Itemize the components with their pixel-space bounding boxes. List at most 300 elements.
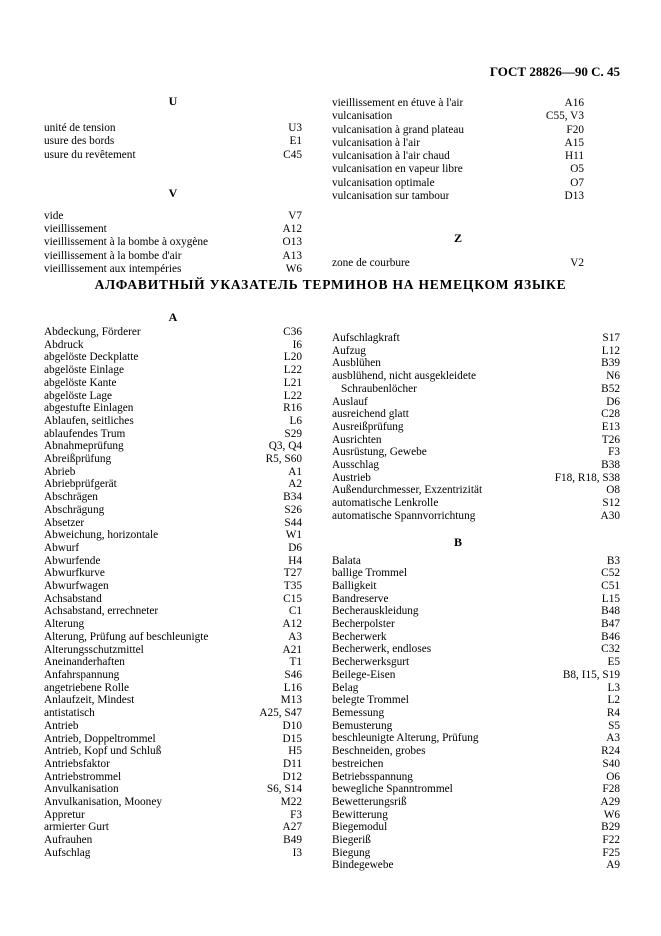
index-entry (332, 847, 620, 860)
index-term: Ausrüstung, Gewebe (332, 446, 427, 459)
index-code: O5 (570, 163, 584, 176)
index-entry (44, 149, 302, 162)
index-code: A15 (564, 136, 584, 149)
index-entry (44, 656, 302, 669)
index-code: F20 (566, 123, 584, 136)
index-code: T27 (283, 567, 302, 580)
index-term: Abwurf (44, 541, 80, 554)
index-term: zone de courbure (332, 257, 410, 270)
index-code: C55, V3 (545, 110, 584, 123)
index-code: L15 (601, 592, 620, 605)
index-code: F28 (602, 783, 620, 796)
index-entry (44, 618, 302, 631)
index-term: vulcanisation sur tambour (332, 190, 450, 203)
index-entry (332, 421, 620, 434)
index-entry (332, 707, 620, 720)
index-entry (44, 809, 302, 822)
index-code: D11 (282, 757, 302, 770)
index-entry (332, 580, 620, 593)
index-code: F3 (608, 446, 620, 459)
index-code: N6 (606, 370, 620, 383)
index-term: Antrieb, Kopf und Schluß (44, 745, 162, 758)
index-column-french-right (332, 97, 584, 271)
letter-heading: Z (453, 231, 462, 246)
index-entry (332, 370, 620, 383)
index-term: vulcanisation optimale (332, 176, 435, 189)
index-code: B8, I15, S19 (562, 668, 620, 681)
index-code: B3 (606, 554, 620, 567)
index-code: V2 (570, 257, 584, 270)
index-code: A3 (288, 630, 302, 643)
index-term: usure des bords (44, 135, 115, 148)
index-code: B48 (601, 605, 620, 618)
index-code: R24 (601, 745, 620, 758)
index-entry (44, 567, 302, 580)
index-code: B29 (601, 821, 620, 834)
index-term: Achsabstand (44, 592, 102, 605)
index-term: Antrieb (44, 719, 79, 732)
index-code: I6 (292, 338, 302, 351)
index-term: Bewitterung (332, 808, 388, 821)
index-code: D6 (606, 395, 620, 408)
index-code: A2 (288, 478, 302, 491)
index-letter-block (44, 187, 302, 276)
index-entry (332, 177, 584, 190)
index-entry (44, 428, 302, 441)
index-term: Antriebstrommel (44, 770, 122, 783)
index-entry (44, 135, 302, 148)
index-code: D6 (288, 541, 302, 554)
index-term: vulcanisation à l'air chaud (332, 150, 450, 163)
index-term: Antrieb, Doppeltrommel (44, 732, 156, 745)
index-term: vulcanisation (332, 110, 393, 123)
index-code: B39 (601, 357, 620, 370)
index-entry (332, 497, 620, 510)
index-term: Anvulkanisation, Mooney (44, 796, 162, 809)
index-entry (44, 326, 302, 339)
index-entry (332, 345, 620, 358)
index-term: usure du revêtement (44, 148, 136, 161)
index-entry (332, 796, 620, 809)
index-term: Abwurfwagen (44, 580, 109, 593)
index-code: A12 (282, 223, 302, 236)
index-entry (332, 834, 620, 847)
index-term: Abreißprüfung (44, 453, 112, 466)
index-code: S12 (602, 497, 620, 510)
index-code: E1 (289, 135, 302, 148)
index-term: unité de tension (44, 122, 116, 134)
index-entry (332, 783, 620, 796)
index-code: O7 (570, 176, 584, 189)
index-term: Abdeckung, Förderer (44, 326, 141, 338)
index-term: Bemusterung (332, 719, 393, 732)
letter-heading: A (168, 310, 178, 324)
index-code: A13 (282, 249, 302, 262)
index-entry (332, 720, 620, 733)
index-term: Austrieb (332, 471, 371, 484)
index-entry (44, 478, 302, 491)
index-entry (44, 236, 302, 249)
index-code: S17 (602, 332, 620, 344)
index-entry (44, 707, 302, 720)
index-code: L3 (607, 681, 620, 694)
index-code: A30 (600, 509, 620, 522)
index-entry (44, 694, 302, 707)
index-entry (332, 332, 620, 345)
index-code: F3 (290, 808, 302, 821)
index-term: Abnahmeprüfung (44, 440, 124, 453)
index-term: Alterungsschutzmittel (44, 643, 144, 656)
index-term: angetriebene Rolle (44, 681, 130, 694)
index-code: A12 (282, 618, 302, 631)
index-term: armierter Gurt (44, 821, 109, 834)
index-entry (44, 122, 302, 135)
index-entry (44, 377, 302, 390)
index-entry (44, 605, 302, 618)
index-entry (332, 732, 620, 745)
index-code: F22 (602, 834, 620, 847)
index-entry (44, 339, 302, 352)
index-term: vulcanisation à grand plateau (332, 123, 465, 136)
index-term: vieillissement à la bombe d'air (44, 249, 182, 262)
index-letter-block (332, 332, 620, 523)
index-entry (332, 859, 620, 872)
index-code: S44 (284, 516, 302, 529)
index-entry (332, 408, 620, 421)
index-term: Anfahrspannung (44, 668, 120, 681)
index-entry (44, 466, 302, 479)
index-column-german-left (44, 311, 302, 860)
index-term: bestreichen (332, 757, 384, 770)
index-term: Abweichung, horizontale (44, 529, 159, 542)
index-entry (44, 783, 302, 796)
index-code: A16 (564, 97, 584, 109)
index-code: B49 (283, 834, 302, 847)
index-term: beschleunigte Alterung, Prüfung (332, 732, 479, 745)
index-entry (332, 758, 620, 771)
index-entry (332, 643, 620, 656)
index-entry (44, 453, 302, 466)
index-code: F18, R18, S38 (554, 471, 620, 484)
index-term: Außendurchmesser, Exzentrizität (332, 484, 483, 497)
index-code: S6, S14 (266, 783, 302, 796)
index-column-french-left (44, 95, 302, 276)
index-entry (44, 440, 302, 453)
index-entry (332, 97, 584, 110)
index-code: L20 (283, 351, 302, 364)
index-entry (44, 745, 302, 758)
index-code: C1 (288, 605, 302, 618)
index-entry (332, 434, 620, 447)
index-code: D12 (282, 770, 302, 783)
index-code: Q3, Q4 (268, 440, 302, 453)
index-code: L16 (283, 681, 302, 694)
index-code: S40 (602, 757, 620, 770)
index-term: Biegung (332, 846, 371, 859)
index-term: Aufschlag (44, 846, 91, 859)
index-term: Alterung, Prüfung auf beschleunigte (44, 630, 209, 643)
index-entry (44, 542, 302, 555)
index-entry (44, 517, 302, 530)
index-code: O6 (606, 770, 620, 783)
index-entry (332, 555, 620, 568)
index-entry (44, 223, 302, 236)
index-code: C51 (601, 579, 620, 592)
index-entry (44, 250, 302, 263)
index-term: Absetzer (44, 516, 85, 529)
index-entry (44, 758, 302, 771)
index-term: ballige Trommel (332, 567, 408, 580)
index-term: vulcanisation à l'air (332, 136, 420, 149)
index-code: L6 (289, 414, 302, 427)
index-entry (332, 124, 584, 137)
index-code: B47 (601, 618, 620, 631)
index-term: Beilege-Eisen (332, 668, 396, 681)
index-entry (332, 484, 620, 497)
index-term: Becherwerksgurt (332, 656, 410, 669)
index-term: Biegemodul (332, 821, 388, 834)
index-entry (332, 472, 620, 485)
index-term: Bandreserve (332, 592, 389, 605)
index-code: A29 (600, 795, 620, 808)
index-term: Belag (332, 681, 359, 694)
index-entry (44, 529, 302, 542)
index-term: Becherauskleidung (332, 605, 419, 618)
index-code: M22 (280, 796, 302, 809)
index-term: Auslauf (332, 395, 368, 408)
index-term: Balata (332, 554, 361, 567)
index-entry (332, 459, 620, 472)
index-code: L2 (607, 694, 620, 707)
index-entry (44, 364, 302, 377)
index-code: W1 (285, 529, 302, 542)
index-code: C15 (283, 592, 302, 605)
index-code: R4 (606, 706, 620, 719)
index-code: M13 (280, 694, 302, 707)
index-entry (332, 745, 620, 758)
index-term: Bindegewebe (332, 859, 394, 872)
letter-heading: V (168, 185, 178, 200)
index-term: Ausreißprüfung (332, 420, 404, 433)
index-code: F25 (602, 846, 620, 859)
index-term: Aufschlagkraft (332, 332, 400, 344)
index-code: C52 (601, 567, 620, 580)
index-code: A27 (282, 821, 302, 834)
index-letter-block (44, 95, 302, 162)
index-term: Aufzug (332, 344, 366, 357)
index-entry (44, 580, 302, 593)
index-term: vulcanisation en vapeur libre (332, 163, 463, 176)
index-code: A9 (606, 859, 620, 872)
index-term: Appretur (44, 808, 85, 821)
index-entry (332, 396, 620, 409)
index-term: Anlaufzeit, Mindest (44, 694, 135, 707)
index-code: C32 (601, 643, 620, 656)
index-term: Aufrauhen (44, 834, 93, 847)
index-term: abgelöste Deckplatte (44, 351, 139, 364)
index-entry (44, 504, 302, 517)
index-code: O13 (282, 236, 302, 249)
index-code: D15 (282, 732, 302, 745)
index-code: B52 (601, 382, 620, 395)
index-entry (44, 834, 302, 847)
index-code: S5 (608, 719, 620, 732)
index-code: W6 (603, 808, 620, 821)
document-header: ГОСТ 28826—90 С. 45 (489, 64, 620, 79)
index-code: B38 (601, 459, 620, 472)
index-entry (44, 555, 302, 568)
index-term: ablaufendes Trum (44, 427, 126, 440)
index-entry (332, 510, 620, 523)
index-entry (332, 567, 620, 580)
index-entry (332, 631, 620, 644)
section-heading: АЛФАВИТНЫЙ УКАЗАТЕЛЬ ТЕРМИНОВ НА НЕМЕЦКОМ ЯЗЫКЕ (94, 277, 567, 292)
index-column-german-right (332, 310, 620, 872)
index-term: abgelöste Lage (44, 389, 113, 402)
index-entry (44, 593, 302, 606)
index-code: S46 (284, 668, 302, 681)
index-code: L12 (601, 344, 620, 357)
index-term: Abwurfende (44, 554, 101, 567)
index-entry (44, 415, 302, 428)
index-entry (332, 656, 620, 669)
index-entry (44, 644, 302, 657)
index-term: Balligkeit (332, 579, 377, 592)
index-term: Betriebsspannung (332, 770, 413, 783)
index-term: Schraubenlöcher (341, 382, 417, 395)
letter-heading: U (168, 94, 178, 108)
index-entry (332, 605, 620, 618)
index-term: Aneinanderhaften (44, 656, 125, 669)
index-entry (332, 682, 620, 695)
index-code: A21 (282, 643, 302, 656)
index-code: L21 (283, 376, 302, 389)
index-term: abgelöste Einlage (44, 364, 124, 377)
index-letter-block (332, 536, 620, 873)
index-entry (44, 720, 302, 733)
index-entry (332, 190, 584, 203)
index-entry (44, 821, 302, 834)
index-term: Bewetterungsriß (332, 795, 407, 808)
index-entry (44, 847, 302, 860)
index-term: Abrieb (44, 465, 76, 478)
index-entry (332, 809, 620, 822)
index-entry (332, 771, 620, 784)
index-term: Becherpolster (332, 618, 395, 631)
index-entry (44, 390, 302, 403)
index-entry (332, 357, 620, 370)
index-term: Abschrägung (44, 503, 105, 516)
index-term: Beschneiden, grobes (332, 745, 426, 758)
index-entry (44, 210, 302, 223)
index-term: Ausrichten (332, 433, 382, 446)
index-code: L22 (283, 389, 302, 402)
index-entry (44, 771, 302, 784)
index-term: vieillissement (44, 223, 107, 236)
index-code: U3 (288, 122, 302, 134)
index-code: L22 (283, 364, 302, 377)
index-code: H5 (288, 745, 302, 758)
index-code: R5, S60 (265, 453, 302, 466)
index-code: B34 (283, 491, 302, 504)
index-code: E13 (601, 420, 620, 433)
index-entry (332, 257, 584, 270)
index-entry (44, 402, 302, 415)
index-entry (332, 446, 620, 459)
index-code: S26 (284, 503, 302, 516)
index-term: Becherwerk, endloses (332, 643, 432, 656)
index-entry (332, 618, 620, 631)
letter-heading: B (453, 534, 462, 549)
index-term: Ausschlag (332, 459, 380, 472)
index-code: C28 (601, 408, 620, 421)
index-entry (332, 669, 620, 682)
index-code: S29 (284, 427, 302, 440)
index-entry (44, 263, 302, 276)
index-code: H11 (564, 150, 584, 163)
index-code: C36 (283, 326, 302, 338)
index-code: D10 (282, 719, 302, 732)
index-term: Ausblühen (332, 357, 381, 370)
index-term: Becherwerk (332, 630, 387, 643)
index-code: W6 (285, 263, 302, 276)
index-letter-block (44, 311, 302, 860)
index-term: vieillissement à la bombe à oxygène (44, 236, 209, 249)
index-code: V7 (288, 209, 302, 222)
index-code: T35 (283, 580, 302, 593)
index-code: I3 (292, 846, 302, 859)
index-entry (332, 137, 584, 150)
index-entry (44, 491, 302, 504)
index-entry (332, 694, 620, 707)
index-code: A25, S47 (259, 707, 302, 720)
index-term: Ablaufen, seitliches (44, 414, 134, 427)
index-letter-block (332, 97, 584, 203)
index-code: A3 (606, 732, 620, 745)
index-entry (332, 163, 584, 176)
index-code: D13 (564, 190, 584, 203)
index-term: Abwurfkurve (44, 567, 105, 580)
index-code: T1 (289, 656, 302, 669)
index-code: E5 (607, 656, 620, 669)
index-code: C45 (283, 148, 302, 161)
index-entry (44, 733, 302, 746)
index-term: abgestufte Einlagen (44, 402, 134, 415)
index-entry (44, 351, 302, 364)
index-entry (44, 682, 302, 695)
index-code: A1 (288, 465, 302, 478)
index-entry (44, 796, 302, 809)
index-entry (332, 110, 584, 123)
index-entry (332, 593, 620, 606)
index-term: vieillissement en étuve à l'air (332, 97, 464, 109)
index-term: bewegliche Spanntrommel (332, 783, 453, 796)
index-term: ausreichend glatt (332, 408, 409, 421)
index-term: ausblühend, nicht ausgekleidete (332, 370, 476, 383)
index-term: antistatisch (44, 707, 95, 720)
index-term: Abdruck (44, 338, 84, 351)
index-code: B46 (601, 630, 620, 643)
index-letter-block (332, 232, 584, 270)
index-code: H4 (288, 554, 302, 567)
index-term: Abschrägen (44, 491, 98, 504)
index-code: R16 (283, 402, 302, 415)
index-code: T26 (601, 433, 620, 446)
index-term: Biegeriß (332, 834, 371, 847)
index-entry (332, 821, 620, 834)
index-entry (332, 383, 620, 396)
index-term: Achsabstand, errechneter (44, 605, 159, 618)
